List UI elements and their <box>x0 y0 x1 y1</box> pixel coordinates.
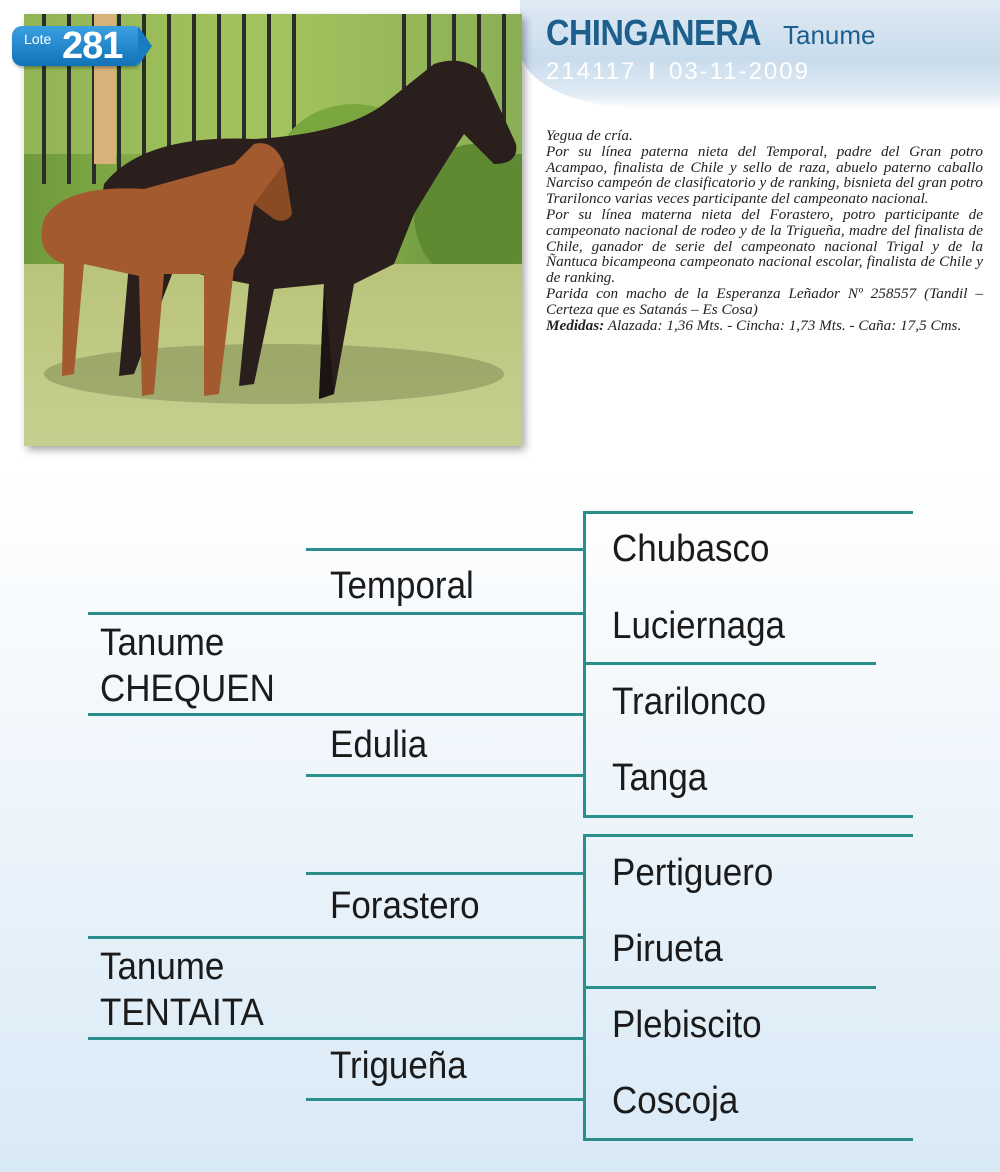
dam-name-line2: TENTAITA <box>100 992 264 1034</box>
sire-dam-name: Edulia <box>330 724 428 766</box>
sire-name-line2: CHEQUEN <box>100 668 275 710</box>
measures-values: Alazada: 1,36 Mts. - Cincha: 1,73 Mts. - Caña: 17,5 Cms. <box>604 316 962 334</box>
lot-label: Lote <box>24 31 52 47</box>
dam-name-line1: Tanume <box>100 946 225 988</box>
pedigree-line <box>583 834 913 837</box>
breeder-name: Tanume <box>783 20 876 50</box>
horse-description <box>546 128 983 333</box>
description-role: Yegua de cría. <box>546 127 633 144</box>
measures-label: Medidas: <box>546 316 605 334</box>
pedigree-line <box>583 511 913 514</box>
lot-badge <box>12 26 138 66</box>
description-measures <box>546 318 983 334</box>
pedigree-line <box>583 834 586 1141</box>
ggp-name-7: Plebiscito <box>612 1004 762 1046</box>
pedigree-line <box>88 713 584 716</box>
sire-sire-name: Temporal <box>330 565 474 607</box>
description-foaling: Parida con macho de la Esperanza Leñador Nº 258557 (Tandil – Certeza que es Satanás – Es Cosa) <box>546 284 983 318</box>
ggp-name-5: Pertiguero <box>612 852 774 894</box>
pedigree-line <box>583 815 913 818</box>
description-maternal: Por su línea materna nieta del Forastero, potro participante de campeonato nacional de rodeo y de la Trigueña, madre del finalista de Chile, ganador de serie del campeonato nacional Trigal y de la Ñantuca bicampeona campeonato nacional escolar, finalista de Chile y de ranking. <box>546 205 983 287</box>
horse-photo-frame <box>24 14 522 446</box>
sire-name-line1: Tanume <box>100 622 225 664</box>
pedigree-line <box>88 612 584 615</box>
pedigree-line <box>583 1138 913 1141</box>
pedigree-line <box>88 1037 584 1040</box>
ggp-name-4: Tanga <box>612 757 708 799</box>
dam-sire-name: Forastero <box>330 885 480 927</box>
ggp-name-3: Trarilonco <box>612 681 767 723</box>
registration-number: 214117 <box>546 58 637 85</box>
ggp-name-1: Chubasco <box>612 528 770 570</box>
dam-dam-name: Trigueña <box>330 1045 467 1087</box>
description-paternal: Por su línea paterna nieta del Temporal, padre del Gran potro Acampao, finalista de Chile y sello de raza, abuelo paterno caballo Narciso campeón de clasificatorio y de ranking, bisnieta del gran potro Trarilonco varias veces participante del campeonato nacional. <box>546 142 983 208</box>
registration-line <box>546 58 810 86</box>
pedigree-line <box>306 1098 584 1101</box>
pedigree-line <box>583 511 586 818</box>
pedigree-line <box>88 936 584 939</box>
pedigree-line <box>306 774 584 777</box>
lot-number: 281 <box>62 25 123 67</box>
ggp-name-6: Pirueta <box>612 928 723 970</box>
pedigree-line <box>583 986 876 989</box>
pedigree-line <box>306 872 584 875</box>
registration-separator: I <box>648 58 657 85</box>
ggp-name-8: Coscoja <box>612 1080 739 1122</box>
birth-date: 03-11-2009 <box>668 58 810 85</box>
pedigree-line <box>583 662 876 665</box>
ggp-name-2: Luciernaga <box>612 605 786 647</box>
pedigree-line <box>306 548 584 551</box>
horse-photo <box>24 14 522 446</box>
horse-name: CHINGANERA <box>546 12 762 53</box>
